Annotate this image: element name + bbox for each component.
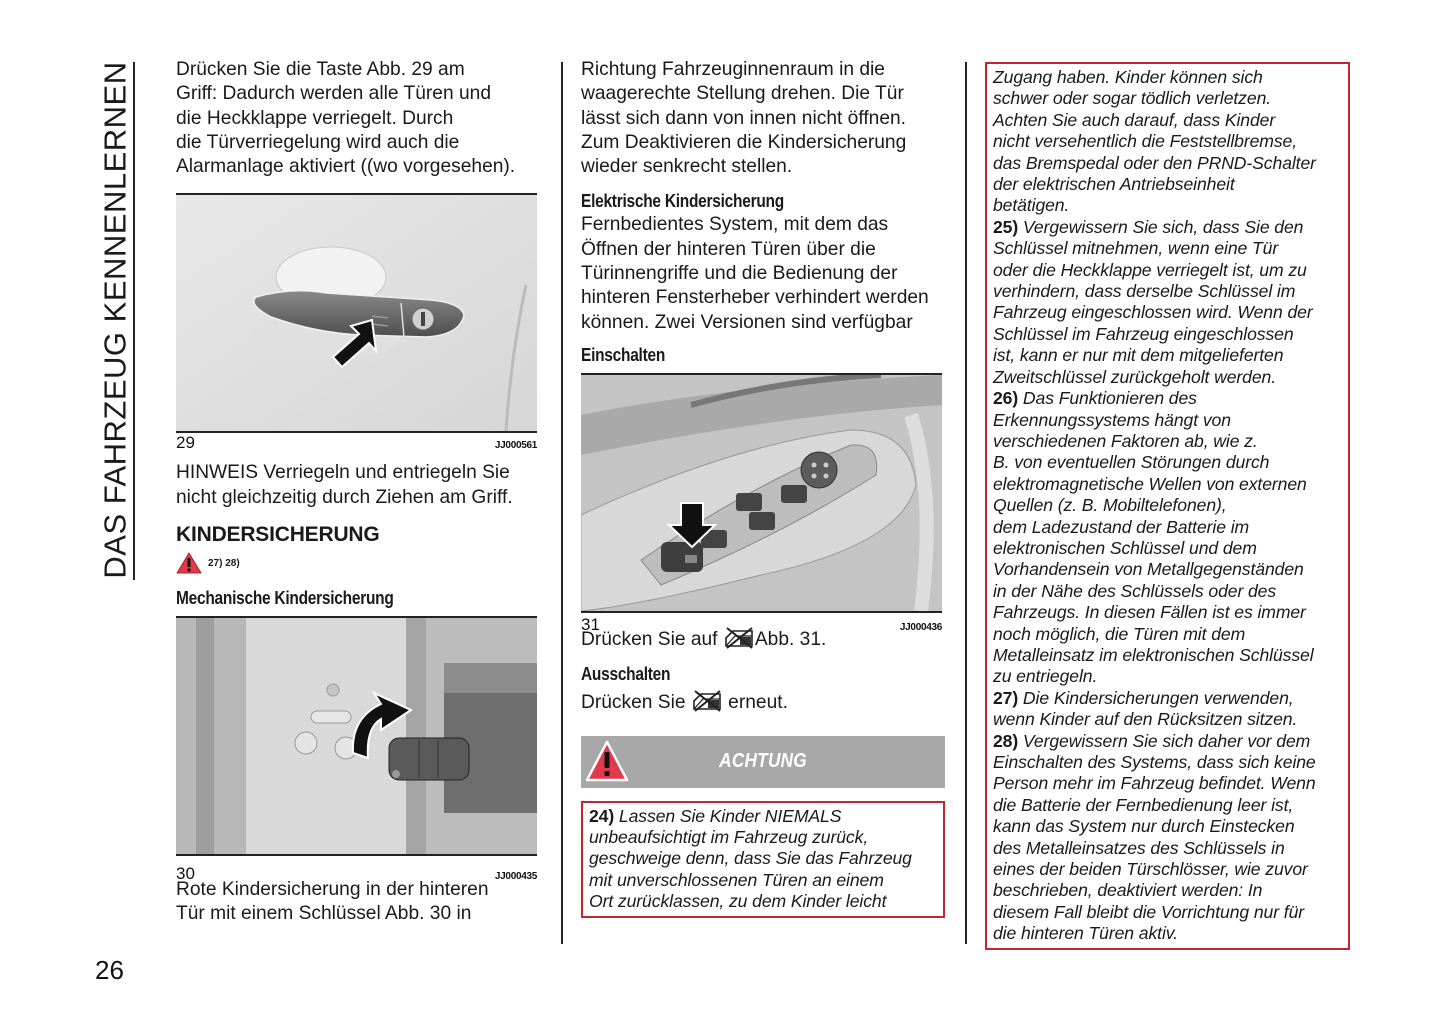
intro-paragraph: Drücken Sie die Taste Abb. 29 am Griff: Dadurch werden alle Türen und die Heckklappe verriegelt. Durch die Türverriegelung wird auch die Alarmanlage aktiviert ((wo vorgesehen). xyxy=(176,59,516,178)
child-lock-switch-icon xyxy=(723,627,755,649)
subheading-mechanical: Mechanische Kindersicherung xyxy=(176,588,394,609)
page-number: 26 xyxy=(95,955,124,985)
warning-refs-text: 27) 28) xyxy=(208,557,240,569)
door-handle-illustration-icon xyxy=(176,195,537,431)
section-title: KINDERSICHERUNG xyxy=(176,523,380,547)
warning-24-continued: Zugang haben. Kinder können sich schwer oder sogar tödlich verletzen. Achten Sie auch darauf, dass Kinder nicht versehentlich die Feststellbremse, das Bremspedal oder den PRND-Schalter der elektrischen Antriebseinheit betätigen. xyxy=(993,67,1316,216)
subheading-einschalten: Einschalten xyxy=(581,344,666,365)
warning-triangle-icon xyxy=(585,740,629,784)
figure-code: JJ000561 xyxy=(494,440,537,452)
einschalten-paragraph: Drücken Sie auf Abb. 31. xyxy=(581,628,827,650)
chapter-title-text: DAS FAHRZEUG KENNENLERNEN xyxy=(98,61,133,579)
figure-code: JJ000435 xyxy=(494,871,537,883)
warning-triangle-icon xyxy=(176,552,202,574)
achtung-banner xyxy=(581,736,945,788)
mechanical-paragraph: Rote Kindersicherung in der hinteren Tür mit einem Schlüssel Abb. 30 in xyxy=(176,879,489,925)
column-1 xyxy=(176,58,542,927)
warning-references xyxy=(176,552,542,574)
column-divider xyxy=(965,62,967,944)
child-lock-switch-icon xyxy=(691,690,723,712)
subheading-ausschalten: Ausschalten xyxy=(581,664,671,685)
child-lock-illustration-icon xyxy=(176,618,537,854)
subheading-electric: Elektrische Kindersicherung xyxy=(581,191,784,212)
column-divider xyxy=(561,62,563,944)
continued-paragraph: Richtung Fahrzeuginnenraum in die waagerechte Stellung drehen. Die Tür lässt sich dann von innen nicht öffnen. Zum Deaktivieren die Kindersicherung wieder senkrecht stellen. xyxy=(581,59,907,178)
figure-number: 30 xyxy=(176,864,195,884)
warning-box-continued xyxy=(985,62,1350,950)
figure-number: 29 xyxy=(176,433,195,453)
figure-31-window-switches xyxy=(581,373,942,613)
warning-25: 25) Vergewissern Sie sich, dass Sie den Schlüssel mitnehmen, wenn eine Tür oder die Heckklappe verriegelt ist, um zu verhindern, dass derselbe Schlüssel im Fahrzeug eingeschlossen wird. Wenn der Schlüssel im Fahrzeug eingeschlossen ist, kann er nur mit dem mitgelieferten Zweitschlüssel zurückgeholt werden. xyxy=(993,216,1313,387)
figure-29-caption xyxy=(176,433,537,453)
chapter-title xyxy=(96,60,136,580)
note-paragraph: HINWEIS Verriegeln und entriegeln Sie nicht gleichzeitig durch Ziehen am Griff. xyxy=(176,462,513,508)
figure-30-child-lock xyxy=(176,616,537,856)
figure-number: 31 xyxy=(581,614,600,634)
column-3 xyxy=(985,62,1350,950)
achtung-label: ACHTUNG xyxy=(719,750,807,773)
warning-box-24 xyxy=(581,801,945,918)
electric-paragraph: Fernbedientes System, mit dem das Öffnen der hinteren Türen über die Türinnengriffe und die Bedienung der hinteren Fensterheber verhindert werden können. Zwei Versionen sind verfügbar xyxy=(581,214,929,333)
window-switch-panel-illustration-icon xyxy=(581,375,942,611)
warning-28: 28) Vergewissern Sie sich daher vor dem Einschalten des Systems, dass sich keine Person mehr im Fahrzeug befindet. Wenn die Batterie der Fernbedienung leer ist, kann das System nur durch Einstecken des Metalleinsatzes des Schlüssels in eines der beiden Türschlösser, wie zuvor beschrieben, deaktiviert werden: In diesem Fall bleibt die Vorrichtung nur für die hinteren Türen aktiv. xyxy=(993,730,1316,944)
ausschalten-paragraph: Drücken Sie erneut. xyxy=(581,692,788,714)
warning-24: 24) Lassen Sie Kinder NIEMALS unbeaufsichtigt im Fahrzeug zurück, geschweige denn, dass Sie das Fahrzeug mit unverschlossenen Türen an einem Ort zurücklassen, zu dem Kinder leicht xyxy=(589,805,912,912)
chapter-divider xyxy=(133,62,135,580)
figure-code: JJ000436 xyxy=(899,621,942,633)
warning-26: 26) Das Funktionieren des Erkennungssystems hängt von verschiedenen Faktoren ab, wie z. B. von eventuellen Störungen durch elektromagnetische Wellen von externen Quellen (z. B. Mobiltelefonen), dem Ladezustand der Batterie im elektronischen Schlüssel und dem Vorhandensein von Metallgegenständen in der Nähe des Schlüssels oder des Fahrzeugs. In diesen Fällen ist es immer noch möglich, die Türen mit dem Metalleinsatz im elektronischen Schlüssel zu entriegeln. xyxy=(993,388,1314,687)
warning-27: 27) Die Kindersicherungen verwenden, wenn Kinder auf den Rücksitzen sitzen. xyxy=(993,687,1298,730)
column-2 xyxy=(581,58,947,918)
figure-29-door-handle xyxy=(176,193,537,433)
